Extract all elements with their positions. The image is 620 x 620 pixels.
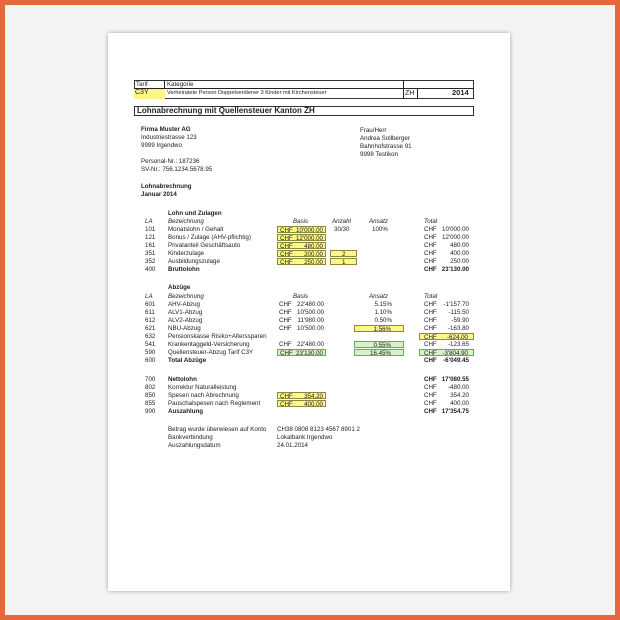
employee-city: 9998 Testikon: [360, 151, 399, 158]
employer-city: 9999 Irgendwo: [141, 142, 182, 149]
basis-value: 12'000.00: [296, 235, 323, 242]
col-la: LA: [145, 218, 153, 225]
basis-value: 250.00: [304, 259, 323, 266]
row-bezeichnung: Korrektur Naturalleistung: [168, 384, 237, 391]
row-bezeichnung: Total Abzüge: [168, 357, 207, 364]
row-bezeichnung: Auszahlung: [168, 408, 204, 415]
total-currency: CHF: [424, 408, 437, 415]
total-value: 12'000.00: [442, 234, 469, 241]
payment-label-date: Auszahlungsdatum: [168, 442, 221, 449]
row-la: 541: [145, 341, 156, 348]
basis-currency: CHF: [280, 243, 293, 250]
total-currency: CHF: [424, 301, 437, 308]
basis-currency: CHF: [280, 235, 293, 242]
basis-value: 23'130.00: [296, 350, 323, 357]
row-la: 611: [145, 309, 155, 316]
col-total: Total: [424, 218, 438, 225]
basis-cell: [277, 234, 326, 241]
anzahl-value: 30/30: [334, 226, 350, 233]
total-currency: CHF: [424, 334, 437, 341]
row-bezeichnung: Ausbildungszulage: [168, 258, 220, 265]
anzahl-cell: [330, 250, 357, 257]
total-value: 17'080.55: [441, 376, 469, 383]
ded-col-ansatz: Ansatz: [369, 293, 388, 300]
row-la: 855: [145, 400, 156, 407]
total-currency: CHF: [424, 242, 437, 249]
row-bezeichnung: Krankentaggeld-Versicherung: [168, 341, 250, 348]
employer-street: Industriestrasse 123: [141, 134, 197, 141]
basis-value: 480.00: [304, 243, 323, 250]
basis-currency: CHF: [279, 341, 292, 348]
basis-value: 10'500.00: [297, 325, 324, 332]
total-value: 250.00: [450, 258, 469, 265]
row-la: 900: [145, 408, 156, 415]
total-value: 480.00: [450, 242, 469, 249]
period-month: Januar 2014: [141, 191, 177, 198]
employee-salutation: Frau/Herr: [360, 127, 387, 134]
total-currency: CHF: [424, 400, 437, 407]
basis-value: 22'480.00: [297, 341, 324, 348]
payment-label-account: Betrag wurde überwiesen auf Konto: [168, 426, 267, 433]
row-la: 121: [145, 234, 156, 241]
row-bezeichnung: Bonus / Zulage (AHV-pflichtig): [168, 234, 251, 241]
total-currency: CHF: [424, 341, 437, 348]
row-bezeichnung: Quellensteuer-Abzug Tarif C3Y: [168, 349, 254, 356]
row-la: 612: [145, 317, 156, 324]
basis-value: 10'500.00: [297, 309, 324, 316]
row-bezeichnung: Spesen nach Abrechnung: [168, 392, 239, 399]
ansatz-value: 0.50%: [374, 317, 392, 324]
total-value: 400.00: [450, 400, 469, 407]
total-currency: CHF: [424, 309, 437, 316]
basis-cell: [277, 400, 326, 407]
ded-col-bezeichnung: Bezeichnung: [168, 293, 204, 300]
row-bezeichnung: Pensionskasse Risiko+Alterssparen: [168, 333, 267, 340]
total-value: -163.80: [448, 325, 469, 332]
ansatz-value: 1.56%: [373, 326, 391, 333]
total-value: -59.90: [451, 317, 469, 324]
total-value: 23'130.00: [441, 266, 469, 273]
row-la: 400: [145, 266, 156, 273]
employee-name: Andrea Sollberger: [360, 135, 410, 142]
row-bezeichnung: Nettolohn: [168, 376, 197, 383]
kanton-value: ZH: [405, 90, 415, 97]
row-la: 351: [145, 250, 156, 257]
ansatz-value: 1.10%: [374, 309, 392, 316]
basis-cell: [277, 242, 326, 249]
row-la: 161: [145, 242, 156, 249]
col-ansatz: Ansatz: [369, 218, 388, 225]
total-value: 10'000.00: [442, 226, 469, 233]
basis-currency: CHF: [280, 350, 293, 357]
col-basis: Basis: [293, 218, 309, 225]
anzahl-value: 2: [342, 251, 346, 258]
row-la: 601: [145, 301, 156, 308]
total-value: -115.50: [448, 309, 469, 316]
row-la: 621: [145, 325, 156, 332]
payment-value-account: CH38 0808 8123 4567 8901 2: [277, 426, 360, 433]
basis-currency: CHF: [280, 401, 293, 408]
basis-value: 400.00: [304, 401, 323, 408]
kategorie-label: Kategorie: [167, 81, 194, 88]
ded-col-la: LA: [145, 293, 153, 300]
row-bezeichnung: Privatanteil Geschäftsauto: [168, 242, 241, 249]
col-anzahl: Anzahl: [332, 218, 351, 225]
employee-street: Bahnhofstrasse 91: [360, 143, 412, 150]
row-bezeichnung: Monatslohn / Gehalt: [168, 226, 224, 233]
deductions-heading: Abzüge: [168, 284, 191, 291]
row-bezeichnung: AHV-Abzug: [168, 301, 200, 308]
basis-cell: [277, 226, 326, 233]
total-currency: CHF: [424, 392, 437, 399]
row-la: 700: [145, 376, 156, 383]
basis-value: 10'000.00: [296, 227, 323, 234]
payment-value-bank: Lokalbank Irgendwo: [277, 434, 333, 441]
total-currency: CHF: [424, 325, 437, 332]
basis-currency: CHF: [279, 309, 292, 316]
page-title: Lohnabrechnung mit Quellensteuer Kanton ZH: [134, 106, 474, 116]
total-value: 400.00: [450, 250, 469, 257]
basis-value: 22'480.00: [297, 301, 324, 308]
total-value: -1'157.70: [443, 301, 469, 308]
row-la: 802: [145, 384, 156, 391]
row-la: 632: [145, 333, 156, 340]
basis-cell: [277, 392, 326, 399]
total-cell: [419, 333, 474, 340]
sv-number: SV-Nr.: 756.1234.5678.95: [141, 166, 213, 173]
row-bezeichnung: NBU-Abzug: [168, 325, 201, 332]
row-bezeichnung: Bruttolohn: [168, 266, 200, 273]
period-title: Lohnabrechnung: [141, 183, 192, 190]
anzahl-value: 1: [342, 259, 346, 266]
basis-currency: CHF: [279, 317, 292, 324]
employer-name: Firma Muster AG: [141, 126, 191, 133]
tarif-label: Tarif: [136, 81, 148, 88]
ansatz-cell: [354, 325, 404, 332]
total-currency: CHF: [424, 266, 437, 273]
basis-currency: CHF: [280, 259, 293, 266]
ded-col-basis: Basis: [293, 293, 309, 300]
tarif-value: C3Y: [134, 89, 165, 99]
total-cell: [419, 349, 474, 356]
row-la: 101: [145, 226, 156, 233]
ansatz-value: 16.45%: [370, 350, 391, 357]
total-currency: CHF: [424, 350, 437, 357]
total-value: 354.20: [450, 392, 469, 399]
total-currency: CHF: [424, 258, 437, 265]
total-currency: CHF: [424, 357, 437, 364]
row-bezeichnung: ALV2-Abzug: [168, 317, 203, 324]
basis-value: 354.20: [304, 393, 323, 400]
total-value: -6'049.45: [443, 357, 469, 364]
ansatz-value: 0.55%: [373, 342, 391, 349]
total-currency: CHF: [424, 384, 437, 391]
basis-cell: [277, 349, 326, 356]
total-currency: CHF: [424, 376, 437, 383]
total-currency: CHF: [424, 250, 437, 257]
anzahl-cell: [330, 258, 357, 265]
total-value: -3'804.90: [442, 350, 468, 357]
basis-value: 200.00: [304, 251, 323, 258]
basis-currency: CHF: [279, 301, 292, 308]
total-currency: CHF: [424, 226, 437, 233]
basis-currency: CHF: [279, 325, 292, 332]
payment-label-bank: Bankverbindung: [168, 434, 213, 441]
total-currency: CHF: [424, 234, 437, 241]
ded-col-total: Total: [424, 293, 438, 300]
col-bezeichnung: Bezeichnung: [168, 218, 204, 225]
row-la: 850: [145, 392, 156, 399]
year-value: 2014: [452, 88, 469, 97]
ansatz-value: 5.15%: [374, 301, 392, 308]
total-value: -123.65: [448, 341, 469, 348]
ansatz-cell: [354, 349, 404, 356]
total-currency: CHF: [424, 317, 437, 324]
basis-currency: CHF: [280, 251, 293, 258]
total-value: -480.00: [448, 384, 469, 391]
kategorie-value: Verheiratete Person Doppelverdiener 3 Kinder mit Kirchensteuer: [167, 90, 327, 96]
total-value: 17'354.75: [441, 408, 469, 415]
row-la: 590: [145, 349, 156, 356]
total-value: -624.00: [447, 334, 468, 341]
ansatz-cell: [354, 341, 404, 348]
income-heading: Lohn und Zulagen: [168, 210, 222, 217]
row-la: 352: [145, 258, 156, 265]
basis-cell: [277, 258, 326, 265]
basis-currency: CHF: [280, 227, 293, 234]
ansatz-value: 100%: [372, 226, 388, 233]
basis-cell: [277, 250, 326, 257]
row-bezeichnung: ALV1-Abzug: [168, 309, 203, 316]
basis-value: 11'980.00: [297, 317, 324, 324]
basis-currency: CHF: [280, 393, 293, 400]
row-bezeichnung: Pauschalspesen nach Reglement: [168, 400, 261, 407]
row-la: 600: [145, 357, 156, 364]
personal-number: Personal-Nr.: 187236: [141, 158, 200, 165]
payment-value-date: 24.01.2014: [277, 442, 308, 449]
row-bezeichnung: Kinderzulage: [168, 250, 205, 257]
